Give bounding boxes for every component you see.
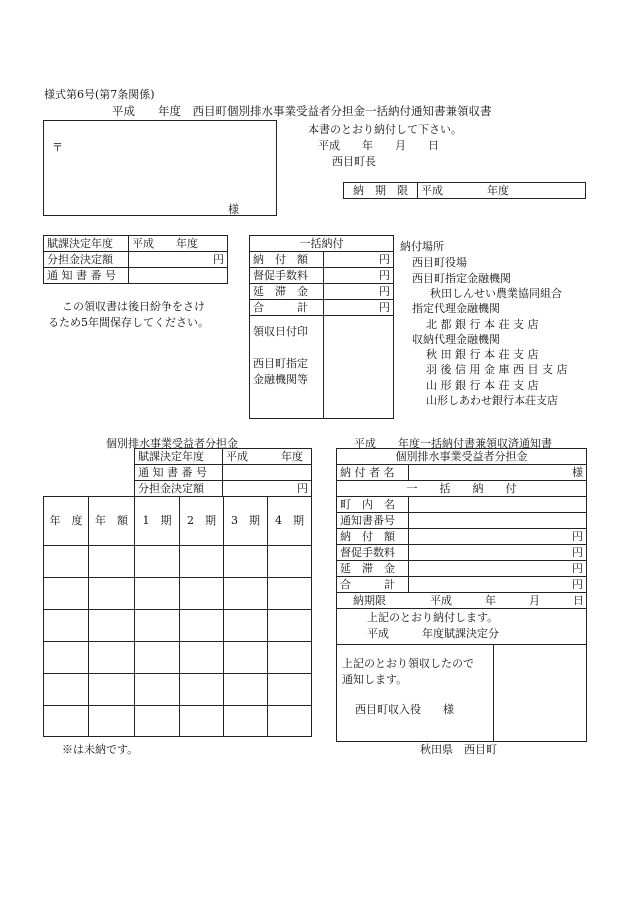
lump-sum-label: 一 括 納 付	[337, 481, 587, 497]
col-period-4: 4 期	[268, 497, 312, 546]
addressee-suffix: 様	[228, 203, 239, 216]
table-row	[337, 645, 587, 742]
keep-note-line-1: この領収書は後日紛争をさけ	[62, 300, 205, 313]
address-box	[43, 120, 277, 216]
col-period-3: 3 期	[224, 497, 268, 546]
receipt-text-2: 通知します。	[342, 673, 408, 686]
right-reminder-fee-value: 円	[409, 545, 587, 561]
payment-place-3: 秋田しんせい農業協同組合	[430, 287, 562, 300]
reminder-fee-value: 円	[324, 268, 394, 284]
cashier-line: 西目町収入役 様	[355, 703, 454, 716]
levy-year-value: 平成 年度	[129, 236, 228, 252]
issuer-name: 西目町長	[332, 155, 376, 168]
right-section-title: 平成 年度一括納付書兼領収済通知書	[354, 437, 552, 450]
table-row	[337, 497, 587, 513]
table-row	[337, 577, 587, 593]
table-row	[250, 252, 394, 268]
left-notice-number-value	[223, 465, 312, 481]
table-row	[44, 674, 312, 706]
notice-number-value	[129, 268, 228, 284]
keep-note-line-2: るため5年間保存してください。	[48, 316, 209, 329]
table-row	[44, 578, 312, 610]
payment-places-title: 納付場所	[400, 240, 444, 253]
table-row	[337, 561, 587, 577]
document-title: 平成 年度 西目町個別排水事業受益者分担金一括納付通知書兼領収書	[112, 104, 492, 118]
table-row	[337, 465, 587, 481]
right-late-charge-value: 円	[409, 561, 587, 577]
receipt-text-1: 上記のとおり領収したので	[342, 657, 474, 670]
late-charge-label: 延 滞 金	[250, 284, 324, 300]
total-label: 合 計	[250, 300, 324, 316]
payment-amount-label: 納 付 額	[250, 252, 324, 268]
payer-name-label: 納 付 者 名	[337, 465, 409, 481]
installment-table	[43, 496, 312, 737]
table-row	[44, 252, 228, 268]
notice-text: 本書のとおり納付して下さい。	[308, 123, 462, 136]
left-notice-number-label: 通 知 書 番 号	[135, 465, 223, 481]
payment-amount-value: 円	[324, 252, 394, 268]
table-row	[337, 545, 587, 561]
stamp-divider	[493, 645, 494, 741]
left-levy-year-value: 平成 年度	[223, 449, 312, 465]
table-row	[44, 236, 228, 252]
due-label: 納 期 限	[344, 183, 418, 199]
table-row	[337, 609, 587, 645]
payment-place-6: 収納代理金融機関	[412, 333, 500, 346]
receipt-notice-table	[336, 448, 587, 742]
table-row	[337, 593, 587, 609]
table-row	[250, 284, 394, 300]
notice-number-label: 通 知 書 番 号	[44, 268, 129, 284]
due-line-text: 納期限 平成 年 月 日	[353, 593, 584, 607]
table-row	[337, 513, 587, 529]
payment-place-10: 山形しあわせ銀行本荘支店	[426, 394, 558, 407]
levy-year-line: 平成 年度賦課決定分	[367, 627, 499, 640]
postal-mark: 〒	[52, 141, 63, 154]
district-value	[409, 497, 587, 513]
right-late-charge-label: 延 滞 金	[337, 561, 409, 577]
col-year: 年 度	[44, 497, 89, 546]
table-row	[250, 268, 394, 284]
left-amount-label: 分担金決定額	[135, 481, 223, 497]
left-section-title: 個別排水事業受益者分担金	[106, 437, 238, 450]
table-row	[250, 236, 394, 252]
table-row	[44, 610, 312, 642]
table-row	[44, 642, 312, 674]
levy-year-label: 賦課決定年度	[44, 236, 129, 252]
payment-place-5: 北 都 銀 行 本 荘 支 店	[426, 318, 539, 331]
right-payment-amount-label: 納 付 額	[337, 529, 409, 545]
right-reminder-fee-label: 督促手数料	[337, 545, 409, 561]
receipt-stamp-label	[250, 316, 324, 419]
table-row	[337, 449, 587, 465]
table-row	[250, 316, 394, 419]
receipt-stamp-label-2: 西目町指定	[253, 357, 308, 370]
paid-line: 上記のとおり納付します。	[367, 611, 499, 624]
right-total-label: 合 計	[337, 577, 409, 593]
payment-place-7: 秋 田 銀 行 本 荘 支 店	[426, 348, 539, 361]
payment-place-2: 西目町指定金融機関	[412, 272, 511, 285]
table-row	[135, 449, 312, 465]
receipt-stamp-label-1: 領収日付印	[253, 325, 308, 338]
col-annual-amount: 年 額	[89, 497, 135, 546]
lump-sum-table	[249, 235, 394, 419]
table-row	[250, 300, 394, 316]
table-row	[44, 706, 312, 737]
table-row	[135, 465, 312, 481]
payment-place-9: 山 形 銀 行 本 荘 支 店	[426, 379, 539, 392]
col-period-2: 2 期	[180, 497, 224, 546]
payment-place-4: 指定代理金融機関	[412, 302, 500, 315]
payment-place-8: 羽 後 信 用 金 庫 西 目 支 店	[426, 363, 568, 376]
lump-sum-header: 一括納付	[250, 236, 394, 252]
levy-amount-label: 分担金決定額	[44, 252, 129, 268]
footer-municipality: 秋田県 西目町	[420, 743, 497, 756]
levy-table	[43, 235, 228, 284]
total-value: 円	[324, 300, 394, 316]
right-notice-number-value	[409, 513, 587, 529]
col-period-1: 1 期	[135, 497, 180, 546]
due-value: 平成 年度	[418, 183, 586, 199]
receipt-stamp-label-3: 金融機関等	[253, 373, 308, 386]
left-levy-year-label: 賦課決定年度	[135, 449, 223, 465]
issue-date: 平成 年 月 日	[318, 139, 439, 152]
table-row	[135, 481, 312, 497]
receipt-stamp-area	[324, 316, 394, 419]
table-row	[44, 546, 312, 578]
payer-name-value: 様	[409, 465, 587, 481]
table-header-row	[44, 497, 312, 546]
receipt-notice-cell	[337, 645, 587, 742]
subject-title: 個別排水事業受益者分担金	[337, 449, 587, 465]
payment-confirm-cell	[337, 609, 587, 645]
left-amount-value: 円	[223, 481, 312, 497]
unpaid-footnote: ※は未納です。	[62, 743, 139, 756]
right-notice-number-label: 通知書番号	[337, 513, 409, 529]
late-charge-value: 円	[324, 284, 394, 300]
due-line	[337, 593, 587, 609]
district-label: 町 内 名	[337, 497, 409, 513]
right-total-value: 円	[409, 577, 587, 593]
reminder-fee-label: 督促手数料	[250, 268, 324, 284]
form-number: 様式第6号(第7条関係)	[44, 88, 155, 101]
right-payment-amount-value: 円	[409, 529, 587, 545]
levy-amount-value: 円	[129, 252, 228, 268]
table-row	[337, 481, 587, 497]
table-row	[337, 529, 587, 545]
due-date-table	[343, 182, 586, 199]
table-row	[44, 268, 228, 284]
payment-place-1: 西目町役場	[412, 256, 467, 269]
left-info-table	[134, 448, 312, 497]
